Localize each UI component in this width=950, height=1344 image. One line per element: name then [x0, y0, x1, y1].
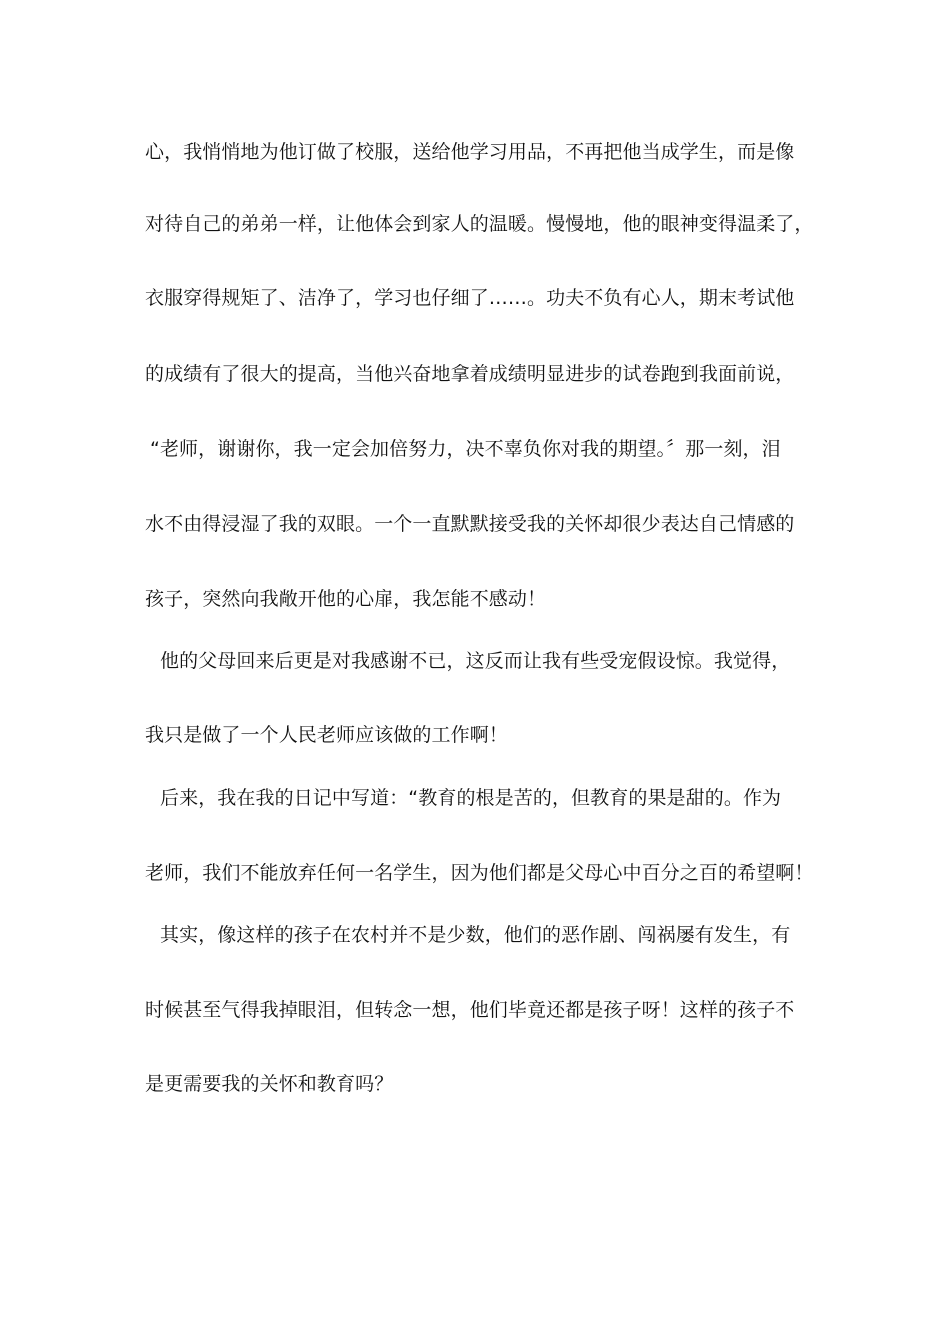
paragraph-line: 的成绩有了很大的提高，当他兴奋地拿着成绩明显进步的试卷跑到我面前说， — [145, 363, 795, 385]
paragraph-line: 我只是做了一个人民老师应该做的工作啊！ — [145, 724, 508, 746]
quote-line: “老师，谢谢你，我一定会加倍努力，决不辜负你对我的期望。〞那一刻，泪 — [150, 438, 781, 460]
paragraph-line: 老师，我们不能放弃任何一名学生，因为他们都是父母心中百分之百的希望啊！ — [145, 862, 814, 884]
paragraph-line: 心，我悄悄地为他订做了校服，送给他学习用品，不再把他当成学生，而是像 — [145, 141, 795, 163]
paragraph-line: 时候甚至气得我掉眼泪，但转念一想，他们毕竟还都是孩子呀！这样的孩子不 — [145, 999, 795, 1021]
paragraph-first-line: 他的父母回来后更是对我感谢不已，这反而让我有些受宠假设惊。我觉得， — [160, 650, 791, 672]
paragraph-line: 水不由得浸湿了我的双眼。一个一直默默接受我的关怀却很少表达自己情感的 — [145, 513, 795, 535]
paragraph-line: 孩子，突然向我敞开他的心扉，我怎能不感动！ — [145, 588, 547, 610]
paragraph-first-line: 后来，我在我的日记中写道：“教育的根是苦的，但教育的果是甜的。作为 — [160, 787, 782, 809]
paragraph-line: 对待自己的弟弟一样，让他体会到家人的温暖。慢慢地，他的眼神变得温柔了， — [145, 213, 814, 235]
paragraph-line: 衣服穿得规矩了、洁净了，学习也仔细了……。功夫不负有心人，期末考试他 — [145, 287, 795, 309]
paragraph-first-line: 其实，像这样的孩子在农村并不是少数，他们的恶作剧、闯祸屡有发生，有 — [160, 924, 791, 946]
paragraph-line: 是更需要我的关怀和教育吗？ — [145, 1073, 394, 1095]
